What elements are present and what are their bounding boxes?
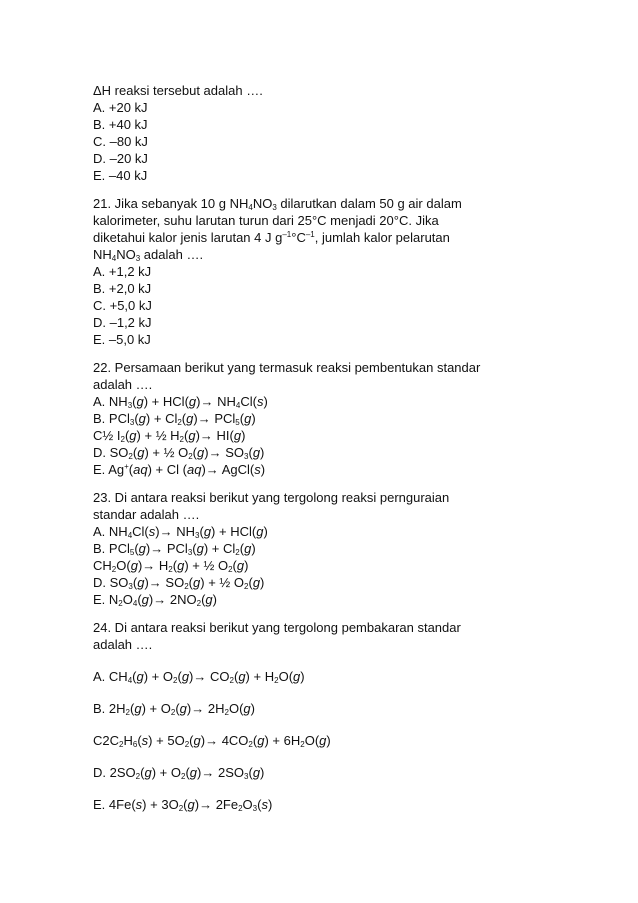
question-23 xyxy=(93,489,553,608)
option-c: $C2C_2H_6(s) + 5O_2(g)\to 4CO_2(g) + 6H_2O(g)$ xyxy=(93,733,331,749)
option-b: B. $PCl_3(g) + Cl_2(g)\to PCl_5(g)$ xyxy=(93,411,256,427)
option-a: A. +20 kJ xyxy=(93,100,148,115)
option-e: E. $4Fe(s) + 3O_2(g)\to 2Fe_2O_3(s)$ xyxy=(93,797,273,813)
question-21-stem-line-4: $NH_4NO_3$ adalah …. xyxy=(93,247,204,263)
question-21-stem-line-1: 21. Jika sebanyak 10 g $NH_4NO_3$ dilarutkan dalam 50 g air dalam xyxy=(93,196,462,212)
question-21-stem-line-3: diketahui kalor jenis larutan 4 J $g^{-1}^\circ C^{-1}$, jumlah kalor pelarutan xyxy=(93,230,450,245)
question-21 xyxy=(93,195,553,348)
question-20 xyxy=(93,82,553,184)
option-b: B. $PCl_5(g)\to PCl_3(g) + Cl_2(g)$ xyxy=(93,541,256,557)
option-e: E. –40 kJ xyxy=(93,168,148,183)
question-22 xyxy=(93,359,553,478)
question-22-stem-line-2: adalah …. xyxy=(93,377,153,392)
question-23-stem-line-1: 23. Di antara reaksi berikut yang tergolong reaksi pernguraian xyxy=(93,490,450,505)
option-e: E. $N_2O_4(g)\to 2NO_2(g)$ xyxy=(93,592,217,608)
option-d: D. $SO_2(g)$ + ½ $O_2(g)\to SO_3(g)$ xyxy=(93,445,265,461)
option-b: B. +40 kJ xyxy=(93,117,148,132)
option-a: A. $NH_4Cl(s)\to NH_3(g) + HCl(g)$ xyxy=(93,524,268,540)
option-e: E. Ag+(aq) + Cl (aq)→ AgCl(s) xyxy=(93,462,266,477)
option-c: $CH_2O(g)\to H_2(g)$ + ½ $O_2(g)$ xyxy=(93,558,249,574)
option-b: B. $2H_2(g) + O_2(g)\to 2H_2O(g)$ xyxy=(93,701,255,717)
question-24-stem-line-1: 24. Di antara reaksi berikut yang tergolong pembakaran standar xyxy=(93,620,461,635)
option-b: B. +2,0 kJ xyxy=(93,281,152,296)
question-list xyxy=(93,82,553,813)
option-d: D. –20 kJ xyxy=(93,151,148,166)
question-22-stem-line-1: 22. Persamaan berikut yang termasuk reaksi pembentukan standar xyxy=(93,360,481,375)
question-24-stem-line-2: adalah …. xyxy=(93,637,153,652)
option-c: C. –80 kJ xyxy=(93,134,148,149)
question-23-stem-line-2: standar adalah …. xyxy=(93,507,200,522)
option-e: E. –5,0 kJ xyxy=(93,332,151,347)
option-c: C½ $I_2(g)$ + ½ $H_2(g)\to HI(g)$ xyxy=(93,428,246,444)
option-c: C. +5,0 kJ xyxy=(93,298,152,313)
question-24 xyxy=(93,619,553,813)
option-d: D. $SO_3(g)\to SO_2(g)$ + ½ $O_2(g)$ xyxy=(93,575,265,591)
option-a: A. $CH_4(g) + O_2(g)\to CO_2(g) + H_2O(g)$ xyxy=(93,669,305,685)
option-d: D. –1,2 kJ xyxy=(93,315,152,330)
option-a: A. $NH_3(g) + HCl(g)\to NH_4Cl(s)$ xyxy=(93,394,268,410)
question-21-stem-line-2: kalorimeter, suhu larutan turun dari 25°C menjadi 20°C. Jika xyxy=(93,213,439,228)
option-d: D. $2SO_2(g) + O_2(g)\to 2SO_3(g)$ xyxy=(93,765,265,781)
question-20-stem: ΔH reaksi tersebut adalah …. xyxy=(93,83,263,98)
option-a: A. +1,2 kJ xyxy=(93,264,152,279)
